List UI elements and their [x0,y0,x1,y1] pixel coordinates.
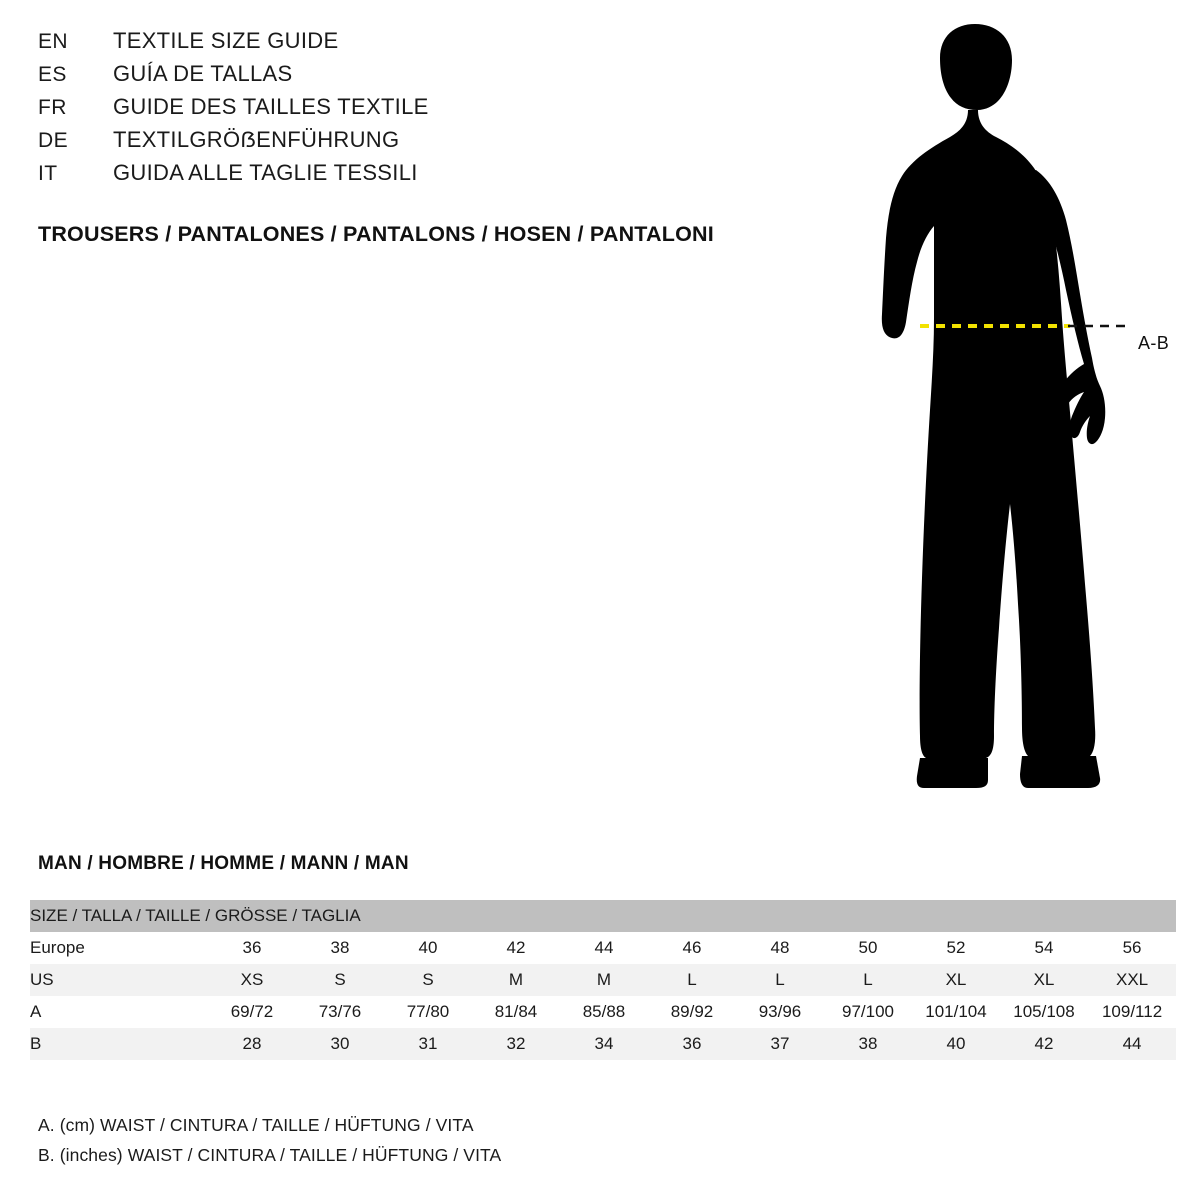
table-row [30,996,1176,1028]
row-label: US [30,970,54,989]
language-title: TEXTILGRÖẞENFÜHRUNG [113,127,400,152]
table-cell: 52 [946,938,966,957]
table-cell: 69/72 [230,1002,274,1021]
table-header-label: SIZE / TALLA / TAILLE / GRÖSSE / TAGLIA [30,906,361,925]
table-cell: 42 [506,938,526,957]
language-row [38,28,798,61]
table-cell: 73/76 [318,1002,362,1021]
size-table [30,900,1176,1060]
garment-type-title: TROUSERS / PANTALONES / PANTALONS / HOSEN / PANTALONI [38,222,714,246]
table-cell: M [508,970,524,989]
table-cell: 40 [946,1034,966,1053]
table-cell: 109/112 [1101,1002,1163,1021]
language-code: IT [38,162,58,185]
table-cell: 32 [506,1034,526,1053]
language-row [38,94,798,127]
table-cell: XL [1033,970,1055,989]
table-cell: 93/96 [758,1002,802,1021]
table-cell: 36 [682,1034,702,1053]
language-title: GUÍA DE TALLAS [113,61,293,86]
table-cell: L [863,970,873,989]
table-cell: 50 [858,938,878,957]
language-row [38,61,798,94]
table-row [30,964,1176,996]
table-cell: 31 [418,1034,438,1053]
row-label: B [30,1034,42,1053]
figure-illustration [800,18,1200,808]
table-cell: 34 [594,1034,614,1053]
language-title: GUIDA ALLE TAGLIE TESSILI [113,160,418,185]
table-cell: 81/84 [494,1002,538,1021]
table-cell: S [334,970,346,989]
table-cell: 38 [330,938,350,957]
language-code: DE [38,129,68,152]
table-cell: 37 [770,1034,790,1053]
table-cell: 28 [242,1034,262,1053]
table-cell: 54 [1034,938,1054,957]
table-cell: XL [945,970,967,989]
table-row [30,1028,1176,1060]
male-silhouette-icon [800,18,1200,808]
measure-label-ab: A-B [1138,333,1170,353]
table-cell: 30 [330,1034,350,1053]
table-row [30,932,1176,964]
table-cell: L [775,970,785,989]
footnote-b: B. (inches) WAIST / CINTURA / TAILLE / HÜFTUNG / VITA [38,1145,502,1165]
row-label: Europe [30,938,85,957]
table-cell: 85/88 [582,1002,626,1021]
table-cell: 36 [242,938,262,957]
table-cell: XXL [1115,970,1149,989]
footnote-a: A. (cm) WAIST / CINTURA / TAILLE / HÜFTUNG / VITA [38,1115,474,1135]
table-cell: M [596,970,612,989]
table-cell: L [687,970,697,989]
table-cell: 38 [858,1034,878,1053]
table-cell: 44 [1122,1034,1142,1053]
table-cell: 101/104 [925,1002,987,1021]
table-cell: 105/108 [1013,1002,1075,1021]
language-row [38,127,798,160]
gender-label: MAN / HOMBRE / HOMME / MANN / MAN [38,853,409,874]
language-title: GUIDE DES TAILLES TEXTILE [113,94,429,119]
table-cell: 77/80 [406,1002,450,1021]
language-row [38,160,798,193]
table-cell: 44 [594,938,614,957]
language-code: EN [38,30,68,53]
table-cell: 97/100 [842,1002,894,1021]
footnotes [38,1110,501,1170]
language-code: FR [38,96,67,119]
language-title: TEXTILE SIZE GUIDE [113,28,339,53]
table-cell: 89/92 [670,1002,714,1021]
table-cell: 46 [682,938,702,957]
language-code: ES [38,63,67,86]
table-cell: 40 [418,938,438,957]
table-cell: 56 [1122,938,1142,957]
table-header-row [30,900,1176,932]
table-cell: XS [240,970,264,989]
language-list [38,28,798,193]
table-cell: 48 [770,938,790,957]
table-cell: 42 [1034,1034,1054,1053]
row-label: A [30,1002,42,1021]
table-cell: S [422,970,434,989]
